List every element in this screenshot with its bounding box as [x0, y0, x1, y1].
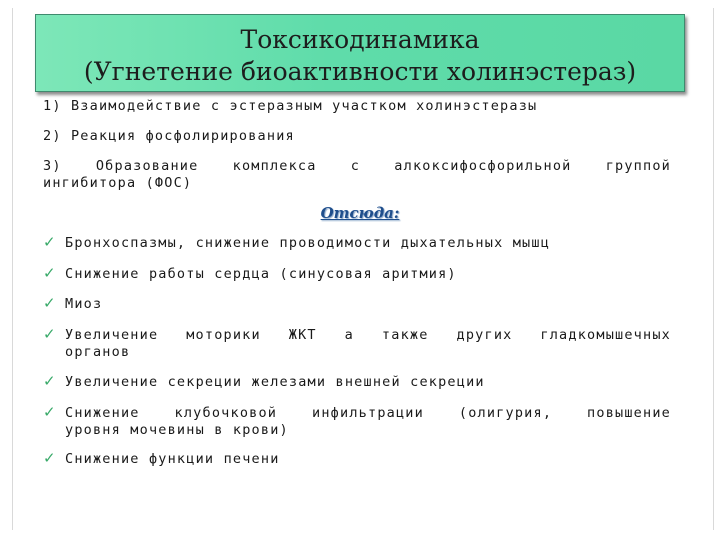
bullet-item-1: Бронхоспазмы, снижение проводимости дыхательных мышц [65, 235, 551, 251]
title-line-1: Токсикодинамика [240, 25, 480, 54]
title-box [35, 14, 685, 92]
bullet-item-5: Увеличение секреции железами внешней секреции [65, 374, 485, 390]
hence-heading: Отсюда: [320, 204, 400, 222]
numbered-item-3-continuation: ингибитора (ФОС) [43, 175, 193, 191]
bullet-item-3: Миоз [65, 296, 103, 312]
numbered-item-1: 1) Взаимодействие с эстеразным участком холинэстеразы [43, 98, 538, 114]
title-line-2: (Угнетение биоактивности холинэстераз) [83, 57, 637, 86]
bullet-item-4: Увеличение моторики ЖКТ а также других гладкомышечных [65, 327, 671, 343]
bullet-item-7: Снижение функции печени [65, 451, 280, 467]
checkmark-icon: ✓ [43, 449, 56, 467]
checkmark-icon: ✓ [43, 372, 56, 390]
checkmark-icon: ✓ [43, 233, 56, 251]
checkmark-icon: ✓ [43, 264, 56, 282]
numbered-item-3: 3) Образование комплекса с алкоксифосфорильной группой [43, 158, 671, 174]
numbered-item-2: 2) Реакция фосфолирирования [43, 128, 295, 144]
bullet-item-6: Снижение клубочковой инфильтрации (олигурия, повышение [65, 405, 671, 421]
checkmark-icon: ✓ [43, 325, 56, 343]
bullet-item-6-continuation: уровня мочевины в крови) [65, 422, 289, 438]
bullet-item-4-continuation: органов [65, 344, 131, 360]
bullet-item-2: Снижение работы сердца (синусовая аритмия) [65, 266, 457, 282]
checkmark-icon: ✓ [43, 403, 56, 421]
checkmark-icon: ✓ [43, 294, 56, 312]
